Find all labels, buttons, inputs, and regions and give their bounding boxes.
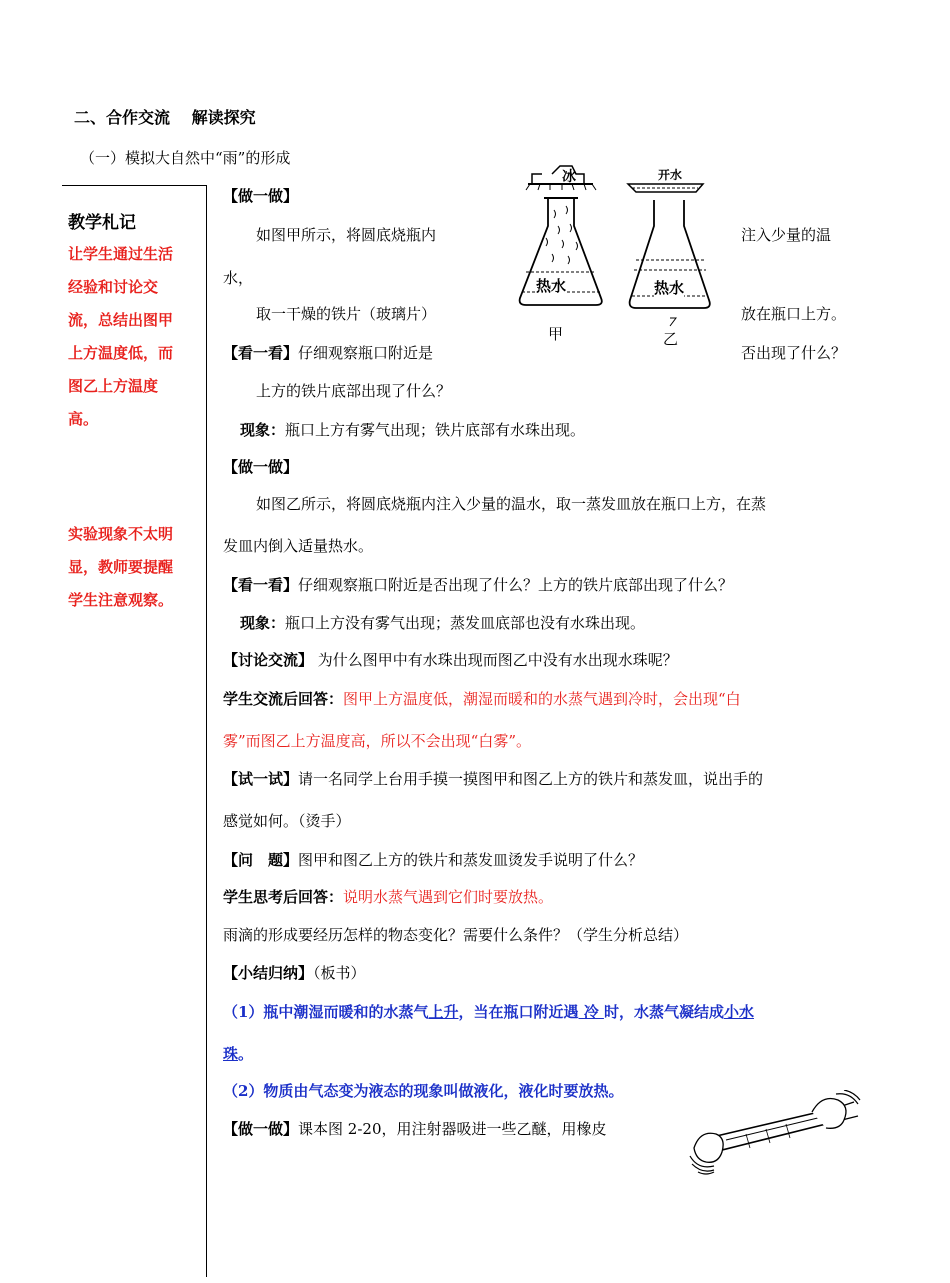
phenomenon-2: 现象：瓶口上方没有雾气出现；蒸发皿底部也没有水珠出现。 <box>240 614 646 632</box>
sidebar-divider <box>206 185 207 1277</box>
look2: 【看一看】仔细观察瓶口附近是否出现了什么？上方的铁片底部出现了什么？ <box>223 576 734 594</box>
flask-b-caption: 乙 <box>663 330 679 348</box>
sidebar-note-2: 实验现象不太明 显，教师要提醒 学生注意观察。 <box>68 525 174 609</box>
do2-line2: 发皿内倒入适量热水。 <box>223 537 374 555</box>
summary-heading: 【小结归纳】（板书） <box>223 964 366 982</box>
sidebar-note-1: 让学生通过生活 经验和讨论交 流，总结出图甲 上方温度低，而 图乙上方温度 高。 <box>68 245 174 428</box>
flask-a-water-label: 热水 <box>536 277 567 295</box>
summary-2: （2）物质由气态变为液态的现象叫做液化，液化时要放热。 <box>223 1082 624 1100</box>
look1-line2: 上方的铁片底部出现了什么？ <box>256 382 452 400</box>
do2-title: 【做一做】 <box>223 458 299 476</box>
subsection-heading: （一）模拟大自然中“雨”的形成 <box>80 149 291 167</box>
flask-a-caption: 甲 <box>548 325 564 343</box>
flask-figure <box>508 160 738 350</box>
flask-a-top-label: 冰 <box>562 169 576 185</box>
do1-line1-right: 注入少量的温 <box>741 226 832 244</box>
syringe-illustration <box>686 1090 866 1180</box>
syringe-figure <box>686 1090 866 1180</box>
look1-line1: 【看一看】仔细观察瓶口附近是 <box>223 344 434 362</box>
summary-1-line1: （1）瓶中潮湿而暖和的水蒸气上升，当在瓶口附近遇 冷 时，水蒸气凝结成小水 <box>223 1003 754 1021</box>
phenomenon-1: 现象：瓶口上方有雾气出现；铁片底部有水珠出现。 <box>240 421 586 439</box>
try-line2: 感觉如何。（烫手） <box>223 812 351 830</box>
sidebar-title: 教学札记 <box>68 213 136 233</box>
do1-line3-right: 放在瓶口上方。 <box>741 305 847 323</box>
do2-line1: 如图乙所示，将圆底烧瓶内注入少量的温水，取一蒸发皿放在瓶口上方，在蒸 <box>256 495 767 513</box>
answer-1-line1: 学生交流后回答：图甲上方温度低，潮湿而暖和的水蒸气遇到冷时，会出现“白 <box>223 690 741 708</box>
do1-line1-left: 如图甲所示，将圆底烧瓶内 <box>256 226 437 244</box>
sidebar-top-border <box>62 185 207 186</box>
answer-2: 学生思考后回答：说明水蒸气遇到它们时要放热。 <box>223 888 554 906</box>
look1-line1-right: 否出现了什么？ <box>741 344 847 362</box>
do1-line3-left: 取一干燥的铁片（玻璃片） <box>256 305 437 323</box>
try-line1: 【试一试】请一名同学上台用手摸一摸图甲和图乙上方的铁片和蒸发皿，说出手的 <box>223 770 764 788</box>
discussion: 【讨论交流】 为什么图甲中有水珠出现而图乙中没有水出现水珠呢？ <box>223 651 678 669</box>
section-heading: 二、合作交流 解读探究 <box>74 108 256 127</box>
raindrop-question: 雨滴的形成要经历怎样的物态变化？需要什么条件？（学生分析总结） <box>223 926 689 944</box>
flask-b-top-label: 开水 <box>658 168 683 182</box>
answer-1-line2: 雾”而图乙上方温度高，所以不会出现“白雾”。 <box>223 732 532 750</box>
do1-title: 【做一做】 <box>223 187 299 205</box>
do3: 【做一做】课本图 2-20，用注射器吸进一些乙醚，用橡皮 <box>223 1120 607 1138</box>
summary-1-line2: 珠。 <box>223 1045 254 1063</box>
flask-illustration <box>508 160 738 350</box>
flask-b-water-label: 热水 <box>654 279 685 297</box>
do1-line2: 水， <box>223 269 254 287</box>
question: 【问 题】图甲和图乙上方的铁片和蒸发皿烫发手说明了什么？ <box>223 851 644 869</box>
